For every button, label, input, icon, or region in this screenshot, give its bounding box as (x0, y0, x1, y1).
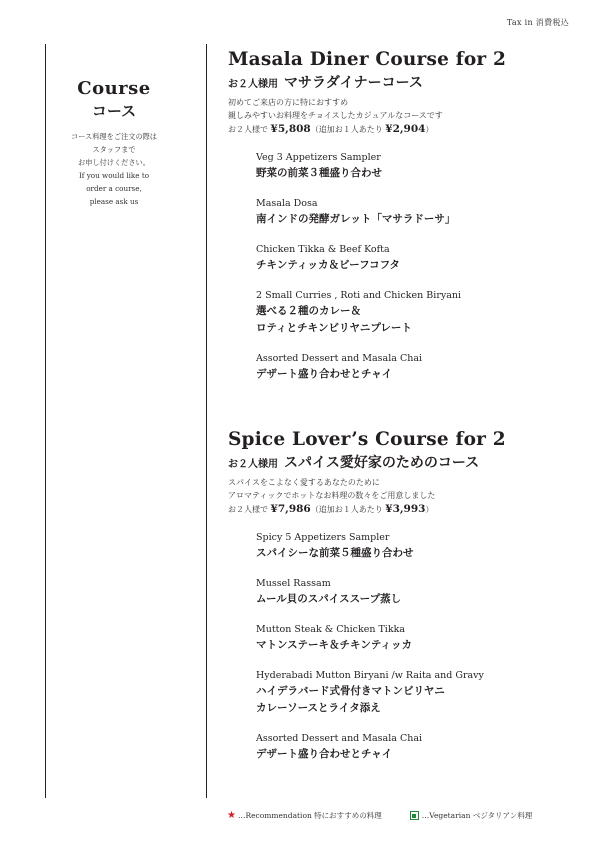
description-line: アロマティックでホットなお料理の数々をご用意しました (228, 491, 436, 500)
recommendation-prefix: … (237, 811, 246, 820)
menu-item-jp: チキンティッカ＆ビーフコフタ (256, 259, 400, 271)
course-title-jp: スパイス愛好家のためのコース (284, 455, 480, 471)
menu-item (256, 150, 506, 182)
menu-item-jp: ハイデラバード式骨付きマトンビリヤニ (256, 685, 445, 697)
course-description (228, 96, 506, 122)
price-prefix: お２人様で (228, 505, 268, 514)
price-extra-label: （追加お１人あたり (310, 505, 383, 514)
menu-item-en: Mussel Rassam (256, 578, 331, 589)
course-subtitle (228, 452, 506, 476)
price-close: ） (425, 125, 434, 134)
course-for-two: お２人様用 (228, 79, 278, 90)
right-divider (206, 44, 207, 798)
price-value: ¥7,986 (270, 503, 311, 515)
menu-item (256, 731, 506, 763)
menu-item-en: Veg 3 Appetizers Sampler (256, 152, 381, 163)
sidebar-note (50, 130, 178, 208)
menu-item (256, 622, 506, 654)
menu-item-en: Hyderabadi Mutton Biryani /w Raita and Gravy (256, 670, 484, 681)
menu-item-en: Mutton Steak & Chicken Tikka (256, 624, 406, 635)
sidebar-note-line: please ask us (89, 197, 139, 206)
sidebar-note-line: お申し付けください。 (78, 158, 150, 167)
legend-footer (227, 810, 532, 821)
sidebar-note-line: コース料理をご注文の際は (71, 132, 157, 141)
price-extra-value: ¥3,993 (385, 503, 426, 515)
menu-item-jp: ムール貝のスパイススープ蒸し (256, 593, 402, 605)
menu-item-jp: 野菜の前菜３種盛り合わせ (256, 167, 382, 179)
veg-icon (410, 811, 419, 820)
sidebar-note-line: order a course, (86, 184, 142, 193)
menu-item-jp: 選べる２種のカレー＆ (256, 305, 361, 317)
sidebar-note-line: If you would like to (78, 171, 150, 180)
menu-item-jp: デザート盛り合わせとチャイ (256, 748, 393, 760)
menu-item-jp: デザート盛り合わせとチャイ (256, 368, 393, 380)
course-description (228, 476, 506, 502)
sidebar-title-jp: コース (91, 102, 137, 120)
menu-item-en: Chicken Tikka & Beef Kofta (256, 244, 390, 255)
star-icon: ★ (227, 810, 236, 821)
price-value: ¥5,808 (270, 123, 311, 135)
course-items (256, 150, 506, 383)
sidebar-note-line: スタッフまで (92, 145, 136, 154)
course-section-spice-lover (228, 428, 506, 777)
price-prefix: お２人様で (228, 125, 268, 134)
menu-item-jp: カレーソースとライタ添え (256, 702, 381, 714)
menu-item (256, 576, 506, 608)
menu-item (256, 196, 506, 228)
menu-item-en: 2 Small Curries , Roti and Chicken Biryani (256, 290, 462, 301)
price-extra-value: ¥2,904 (385, 123, 426, 135)
vegetarian-legend: Vegetarian ベジタリアン料理 (429, 811, 533, 820)
course-subtitle (228, 72, 506, 96)
description-line: 初めてご来店の方に特におすすめ (228, 98, 349, 107)
course-title: Masala Diner Course for 2 (228, 49, 507, 70)
menu-item-en: Assorted Dessert and Masala Chai (256, 353, 423, 364)
course-price (228, 502, 506, 517)
menu-item (256, 288, 506, 337)
menu-item-jp: スパイシーな前菜５種盛り合わせ (256, 547, 414, 559)
description-line: スパイスをこよなく愛するあなたのために (228, 478, 380, 487)
recommendation-legend: Recommendation 特におすすめの料理 (245, 811, 382, 820)
description-line: 親しみやすいお料理をチョイスしたカジュアルなコースです (228, 111, 443, 120)
menu-item-jp: 南インドの発酵ガレット「マサラドーサ」 (256, 213, 456, 225)
price-close: ） (425, 505, 434, 514)
sidebar (50, 78, 178, 208)
menu-item-jp: マトンステーキ＆チキンティッカ (256, 639, 413, 651)
course-price (228, 122, 506, 137)
menu-item-en: Masala Dosa (256, 198, 318, 209)
menu-item-jp: ロティとチキンビリヤニプレート (256, 322, 412, 334)
menu-item (256, 242, 506, 274)
tax-note: Tax in 消費税込 (506, 18, 569, 27)
menu-item (256, 668, 506, 717)
menu-item (256, 351, 506, 383)
left-divider (45, 44, 46, 798)
sidebar-title-en: Course (77, 78, 151, 99)
vegetarian-prefix: … (421, 811, 430, 820)
course-for-two: お２人様用 (228, 459, 278, 470)
course-items (256, 530, 506, 763)
course-title: Spice Lover’s Course for 2 (228, 429, 506, 450)
course-title-jp: マサラダイナーコース (284, 75, 423, 91)
menu-item-en: Spicy 5 Appetizers Sampler (256, 532, 390, 543)
menu-item-en: Assorted Dessert and Masala Chai (256, 733, 423, 744)
course-section-masala-diner (228, 48, 506, 397)
price-extra-label: （追加お１人あたり (310, 125, 383, 134)
menu-item (256, 530, 506, 562)
